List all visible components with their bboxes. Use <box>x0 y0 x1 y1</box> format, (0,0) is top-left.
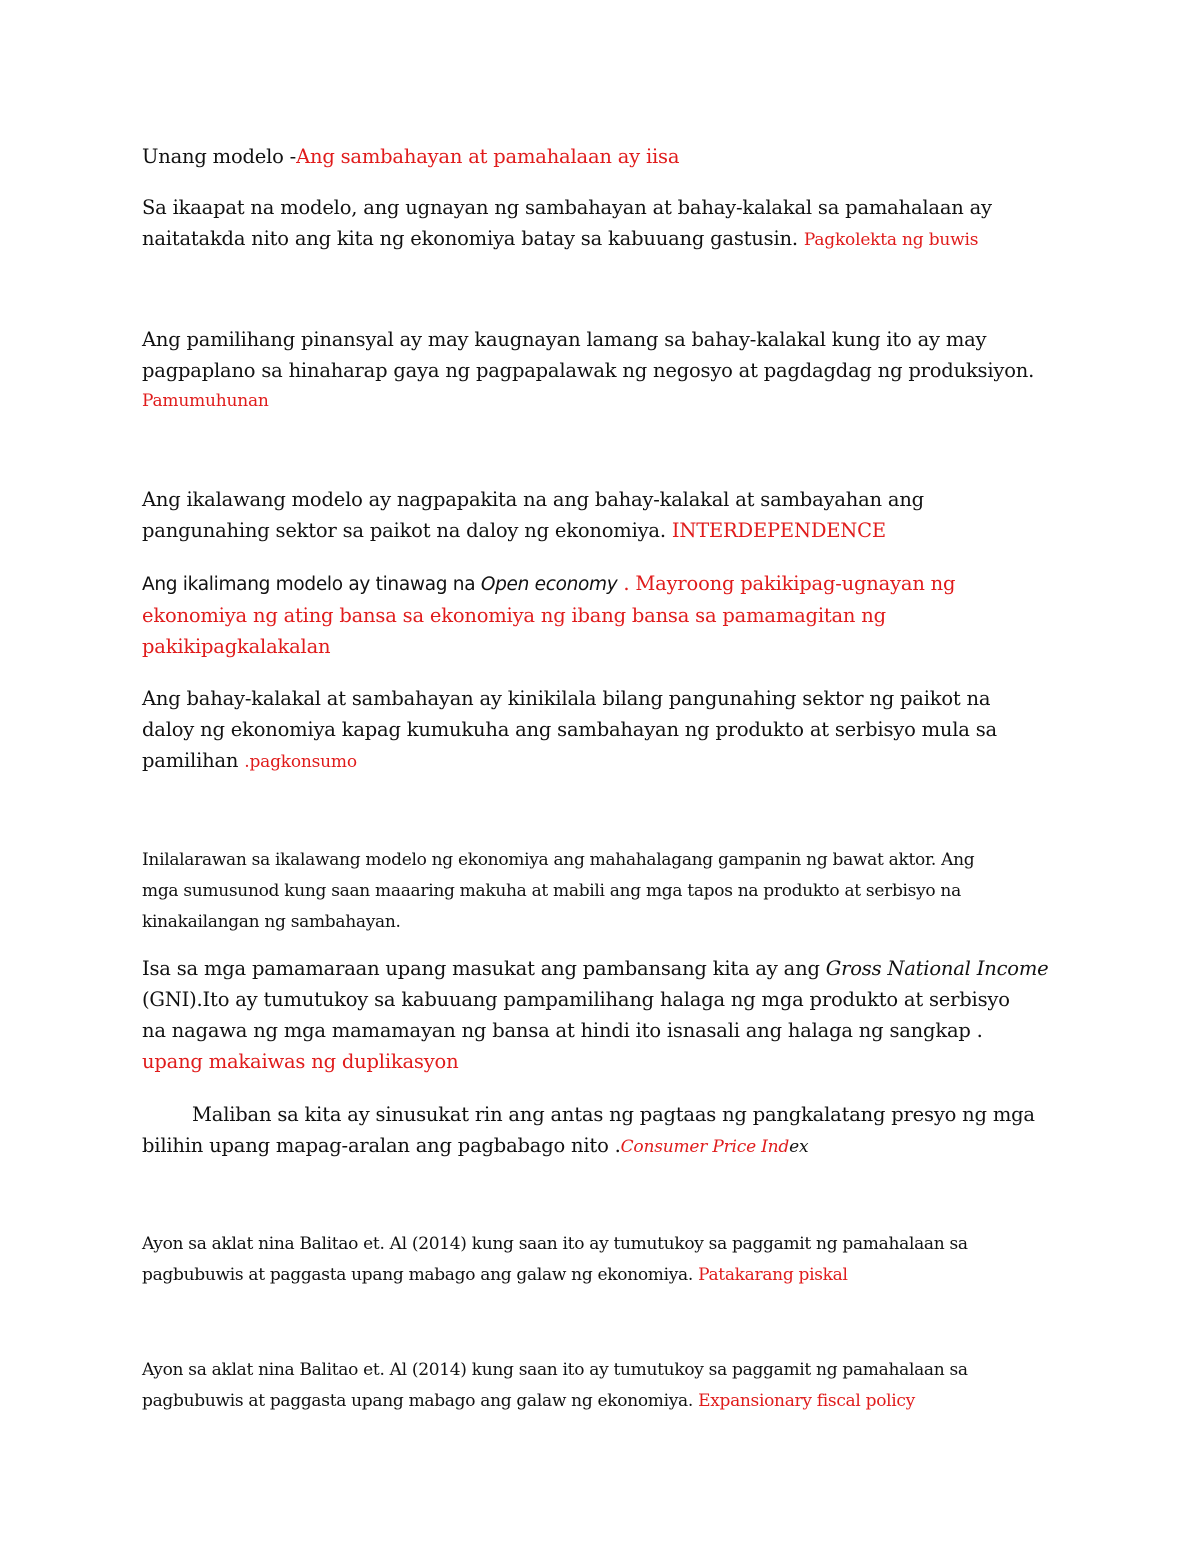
paragraph-ikalawang-modelo <box>142 484 1072 546</box>
paragraph-ikaapat-modelo <box>142 192 1072 256</box>
paragraph-gross-national-income <box>142 953 1072 1077</box>
text-bahay-line1: Ang bahay-kalakal at sambahayan ay kinikilala bilang pangunahing sektor ng paikot na <box>142 687 991 710</box>
text-inilalarawan-line3: kinakailangan ng sambahayan. <box>142 912 401 932</box>
text-ayon2-line2: pagbubuwis at paggasta upang mabago ang galaw ng ekonomiya. <box>142 1391 699 1411</box>
paragraph-patakarang-piskal <box>142 1229 1072 1291</box>
text-bahay-line2: daloy ng ekonomiya kapag kumukuha ang sambahayan ng produkto at serbisyo mula sa <box>142 718 997 741</box>
paragraph-expansionary-fiscal <box>142 1355 1072 1417</box>
text-gni-line1: Isa sa mga pamamaraan upang masukat ang pambansang kita ay ang <box>142 957 826 980</box>
text-ikaapat-line1: Sa ikaapat na modelo, ang ugnayan ng sambahayan at bahay-kalakal sa pamahalaan ay <box>142 196 992 219</box>
text-pinansyal-line1: Ang pamilihang pinansyal ay may kaugnayan lamang sa bahay-kalakal kung ito ay may <box>142 328 987 351</box>
text-cpi-red: Consumer Price Ind <box>620 1137 790 1157</box>
text-unang-modelo: Unang modelo - <box>142 145 297 168</box>
text-duplikasyon-red: upang makaiwas ng duplikasyon <box>142 1050 459 1073</box>
text-ikaapat-line2: naitatakda nito ang kita ng ekonomiya batay sa kabuuang gastusin. <box>142 227 804 250</box>
paragraph-ikalimang-modelo <box>142 568 1072 662</box>
paragraph-unang-modelo <box>142 141 1072 172</box>
text-pagkonsumo-red: .pagkonsumo <box>244 752 357 772</box>
text-expansionary-red: Expansionary fiscal policy <box>698 1391 915 1411</box>
text-cpi-dark: ex <box>789 1137 809 1157</box>
text-maliban-line2: bilihin upang mapag-aralan ang pagbabago nito . <box>142 1134 621 1157</box>
text-interdependence-red: INTERDEPENDENCE <box>671 519 886 542</box>
paragraph-maliban-sa-kita <box>142 1099 1072 1163</box>
paragraph-bahay-kalakal-sambahayan <box>142 683 1072 778</box>
text-ikalawang-line2: pangunahing sektor sa paikot na daloy ng ekonomiya. <box>142 519 672 542</box>
text-gni-italic: Gross National Income <box>825 957 1049 980</box>
text-pakikipagkalakalan-red: pakikipagkalakalan <box>142 635 331 658</box>
text-maliban-line1: Maliban sa kita ay sinusukat rin ang antas ng pagtaas ng pangkalatang presyo ng mga <box>192 1103 1035 1126</box>
text-ikalawang-line1: Ang ikalawang modelo ay nagpapakita na ang bahay-kalakal at sambayahan ang <box>142 488 924 511</box>
text-inilalarawan-line2: mga sumusunod kung saan maaaring makuha at mabili ang mga tapos na produkto at serbisyo na <box>142 881 961 901</box>
text-open-economy: Open economy <box>480 574 618 595</box>
paragraph-pamilihang-pinansyal <box>142 324 1072 417</box>
text-ayon2-line1: Ayon sa aklat nina Balitao et. Al (2014) kung saan ito ay tumutukoy sa paggamit ng pamahalaan sa <box>142 1360 968 1380</box>
text-inilalarawan-line1: Inilalarawan sa ikalawang modelo ng ekonomiya ang mahahalagang gampanin ng bawat aktor. Ang <box>142 850 975 870</box>
text-gni-line2: (GNI).Ito ay tumutukoy sa kabuuang pampamilihang halaga ng mga produkto at serbisyo <box>142 988 1010 1011</box>
text-patakarang-piskal-red: Patakarang piskal <box>698 1265 848 1285</box>
text-ayon1-line1: Ayon sa aklat nina Balitao et. Al (2014) kung saan ito ay tumutukoy sa paggamit ng pamahalaan sa <box>142 1234 968 1254</box>
text-unang-modelo-red: Ang sambahayan at pamahalaan ay iisa <box>296 145 680 168</box>
text-ayon1-line2: pagbubuwis at paggasta upang mabago ang galaw ng ekonomiya. <box>142 1265 699 1285</box>
text-pamumuhunan-red: Pamumuhunan <box>142 391 269 411</box>
text-pamilihan: pamilihan <box>142 749 245 772</box>
text-ikalimang-line2-red: ekonomiya ng ating bansa sa ekonomiya ng ibang bansa sa pamamagitan ng <box>142 604 886 627</box>
text-gni-line3: na nagawa ng mga mamamayan ng bansa at hindi ito isnasali ang halaga ng sangkap . <box>142 1019 983 1042</box>
text-mayroong-red: . Mayroong pakikipag-ugnayan ng <box>617 572 956 595</box>
paragraph-inilalarawan <box>142 845 1072 938</box>
text-pagkolekta-red: Pagkolekta ng buwis <box>803 230 979 250</box>
text-pinansyal-line2: pagpaplano sa hinaharap gaya ng pagpapalawak ng negosyo at pagdagdag ng produksiyon. <box>142 359 1035 382</box>
text-ikalimang-start: Ang ikalimang modelo ay tinawag na <box>142 574 481 595</box>
